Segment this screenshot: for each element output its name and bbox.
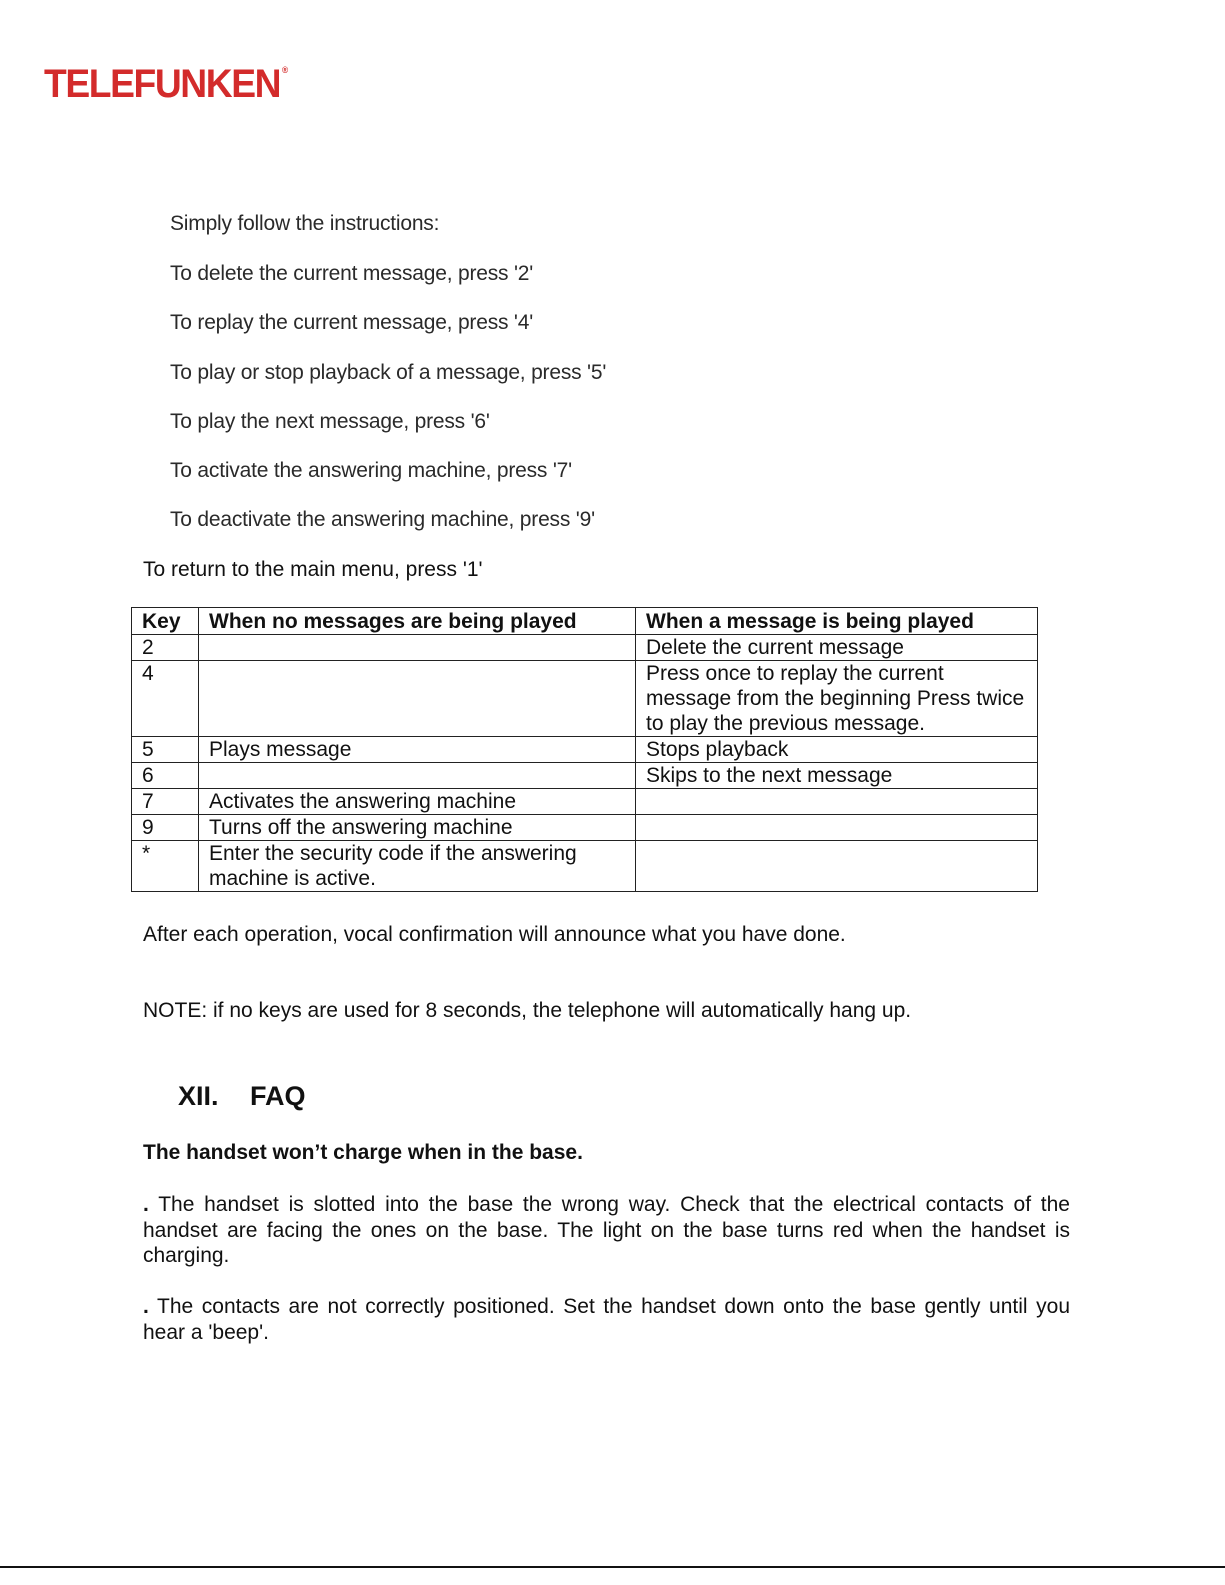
idle-cell: Turns off the answering machine	[199, 815, 636, 841]
bullet-mark: .	[143, 1193, 149, 1216]
idle-cell	[199, 635, 636, 661]
playing-cell	[636, 841, 1038, 892]
idle-cell: Enter the security code if the answering machine is active.	[199, 841, 636, 892]
column-header-idle: When no messages are being played	[199, 608, 636, 635]
section-title: FAQ	[250, 1081, 306, 1111]
playing-cell: Stops playback	[636, 737, 1038, 763]
registered-mark: ®	[281, 65, 289, 75]
key-cell: 5	[132, 737, 199, 763]
key-functions-table	[131, 607, 1038, 892]
after-operation-text: After each operation, vocal confirmation will announce what you have done.	[143, 923, 846, 946]
column-header-key: Key	[132, 608, 199, 635]
instruction-line: To deactivate the answering machine, press '9'	[170, 508, 595, 531]
instruction-line: To activate the answering machine, press '7'	[170, 459, 572, 482]
bullet-mark: .	[143, 1295, 149, 1318]
key-cell: 2	[132, 635, 199, 661]
logo-text: TELEFUNKEN	[44, 62, 281, 106]
table-row	[132, 789, 1038, 815]
playing-cell: Delete the current message	[636, 635, 1038, 661]
faq-answer	[143, 1294, 1070, 1345]
section-number: XII.	[178, 1081, 219, 1111]
playing-cell	[636, 815, 1038, 841]
section-heading	[178, 1083, 306, 1110]
key-cell: 6	[132, 763, 199, 789]
key-cell: 9	[132, 815, 199, 841]
note-text: NOTE: if no keys are used for 8 seconds, the telephone will automatically hang up.	[143, 999, 912, 1022]
return-instruction: To return to the main menu, press '1'	[143, 558, 483, 581]
playing-cell	[636, 789, 1038, 815]
instruction-line: To play or stop playback of a message, press '5'	[170, 361, 607, 384]
table-row	[132, 841, 1038, 892]
key-cell: 7	[132, 789, 199, 815]
faq-answer	[143, 1192, 1070, 1269]
instruction-line: Simply follow the instructions:	[170, 212, 440, 235]
faq-answer-text: The handset is slotted into the base the wrong way. Check that the electrical contacts of the handset are facing the ones on the base. The light on the base turns red when the handset is charging.	[143, 1193, 1070, 1267]
key-cell: 4	[132, 661, 199, 737]
instruction-line: To replay the current message, press '4'	[170, 311, 534, 334]
idle-cell	[199, 763, 636, 789]
page-bottom-rule	[0, 1566, 1225, 1568]
key-cell: *	[132, 841, 199, 892]
table-row	[132, 737, 1038, 763]
table-row	[132, 763, 1038, 789]
playing-cell: Skips to the next message	[636, 763, 1038, 789]
table-row	[132, 635, 1038, 661]
table-row	[132, 661, 1038, 737]
column-header-playing: When a message is being played	[636, 608, 1038, 635]
idle-cell: Plays message	[199, 737, 636, 763]
instruction-line: To delete the current message, press '2'	[170, 262, 534, 285]
instruction-line: To play the next message, press '6'	[170, 410, 490, 433]
idle-cell: Activates the answering machine	[199, 789, 636, 815]
faq-answer-text: The contacts are not correctly positioned. Set the handset down onto the base gently until you hear a 'beep'.	[143, 1295, 1070, 1344]
table-row	[132, 815, 1038, 841]
faq-question: The handset won’t charge when in the base.	[143, 1141, 583, 1164]
table-header-row	[132, 608, 1038, 635]
idle-cell	[199, 661, 636, 737]
playing-cell: Press once to replay the current message from the beginning Press twice to play the previous message.	[636, 661, 1038, 737]
telefunken-logo	[44, 64, 288, 104]
